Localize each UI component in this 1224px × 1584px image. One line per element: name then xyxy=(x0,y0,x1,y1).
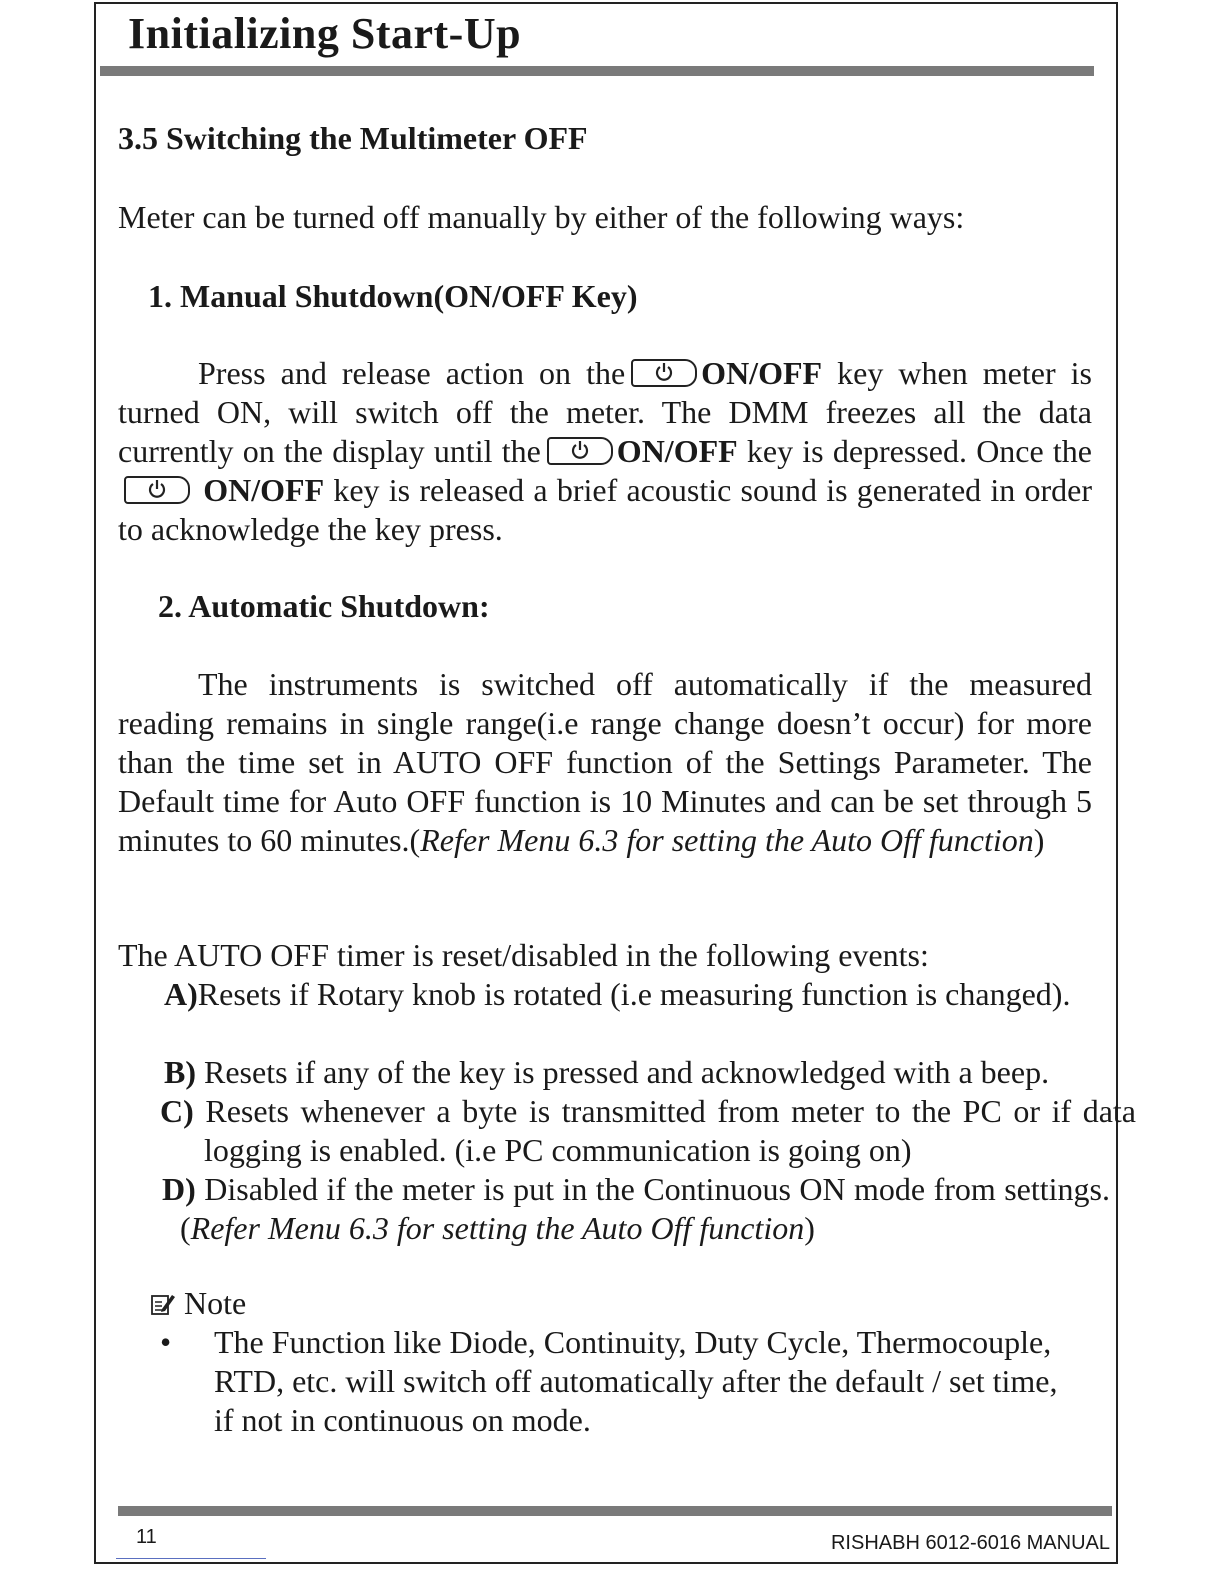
note-label: Note xyxy=(184,1285,247,1321)
note-bullet: • xyxy=(160,1324,172,1360)
events-intro: The AUTO OFF timer is reset/disabled in the following events: xyxy=(118,937,929,973)
list-item: A)Resets if Rotary knob is rotated (i.e measuring function is changed). xyxy=(164,976,1071,1012)
note-heading xyxy=(150,1284,246,1323)
note-text: The Function like Diode, Continuity, Duty Cycle, Thermocouple, RTD, etc. will switch off automatically after the default / set time, if not in continuous on mode. xyxy=(214,1324,1058,1438)
page-title: Initializing Start-Up xyxy=(128,9,522,58)
intro-text: Meter can be turned off manually by either of the following ways: xyxy=(118,199,965,235)
manual-shutdown-heading: 1. Manual Shutdown(ON/OFF Key) xyxy=(148,278,638,314)
page-number: 11 xyxy=(136,1526,157,1548)
automatic-shutdown-paragraph: The instruments is switched off automatically if the measured reading remains in single range(i.e range change doesn’t occur) for more than the time set in AUTO OFF function of the Settings Parameter. The Default time for Auto OFF function is 10 Minutes and can be set through 5 minutes to 60 minutes.(Refer Menu 6.3 for setting the Auto Off function) xyxy=(118,666,1092,858)
footer-rule xyxy=(118,1506,1112,1516)
manual-shutdown-paragraph: Press and release action on the ON/OFF key when meter is turned ON, will switch off the meter. The DMM freezes all the data currently on the display until the ON/OFF key is depressed. Once the ON/OFF key is released a brief acoustic sound is generated in order to acknowledge the key press. xyxy=(118,355,1093,547)
section-heading: 3.5 Switching the Multimeter OFF xyxy=(118,120,588,156)
title-rule xyxy=(100,66,1094,76)
list-item: B) Resets if any of the key is pressed and acknowledged with a beep. xyxy=(164,1054,1050,1090)
manual-title: RISHABH 6012-6016 MANUAL xyxy=(830,1532,1110,1554)
automatic-shutdown-heading: 2. Automatic Shutdown: xyxy=(158,588,490,624)
power-key-icon xyxy=(631,359,697,387)
page-number-underline xyxy=(116,1558,266,1559)
list-item: D) Disabled if the meter is put in the Continuous ON mode from settings.(Refer Menu 6.3 for setting the Auto Off function) xyxy=(162,1171,1111,1246)
power-key-icon xyxy=(547,437,613,465)
list-item: C) Resets whenever a byte is transmitted from meter to the PC or if data logging is enabled. (i.e PC communication is going on) xyxy=(160,1093,1137,1168)
note-pencil-icon xyxy=(150,1285,176,1321)
power-key-icon xyxy=(124,476,190,504)
